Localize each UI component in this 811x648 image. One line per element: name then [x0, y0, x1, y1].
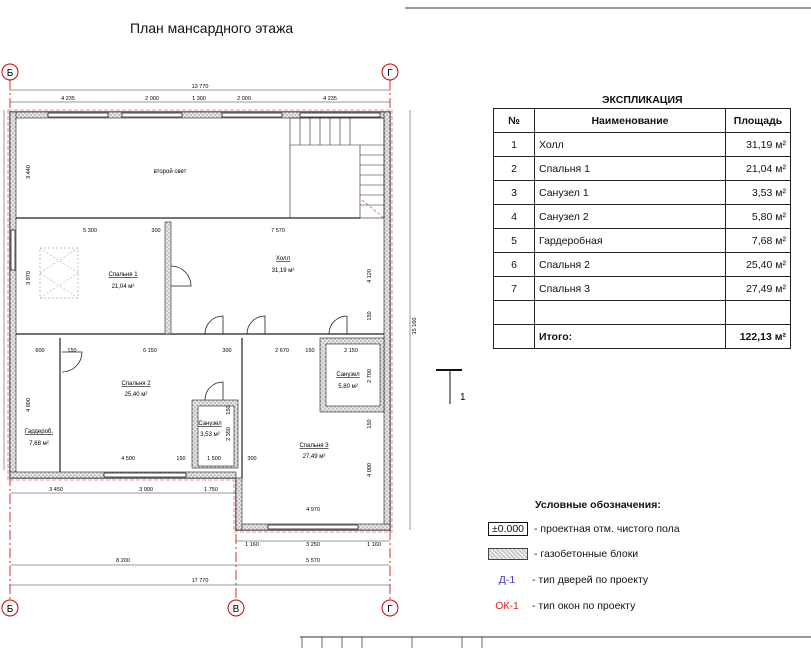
- explication-total-label: Итого:: [535, 325, 726, 349]
- explication-cell-name: Гардеробная: [535, 229, 726, 253]
- axis-bubble-v-bottom: [228, 600, 244, 616]
- room-area-bed3: 27,49 м²: [302, 454, 326, 460]
- room-label-second-light: второй свет: [153, 169, 187, 175]
- svg-text:7 570: 7 570: [271, 228, 285, 234]
- legend-title: Условные обозначения:: [535, 499, 661, 511]
- explication-row: [494, 205, 791, 229]
- svg-text:2 150: 2 150: [344, 348, 358, 354]
- explication-cell-name: Санузел 2: [535, 205, 726, 229]
- explication-cell-n: 4: [494, 205, 535, 229]
- legend-item: [488, 548, 638, 560]
- explication-cell-area: 25,40 м²: [726, 253, 791, 277]
- svg-text:4 000: 4 000: [367, 463, 373, 477]
- svg-text:3 250: 3 250: [306, 542, 320, 548]
- svg-text:4 800: 4 800: [26, 398, 32, 412]
- explication-row: [494, 229, 791, 253]
- svg-text:13 770: 13 770: [191, 84, 209, 90]
- legend-text: - тип дверей по проекту: [532, 574, 649, 586]
- room-area-bed1: 21,04 м²: [111, 284, 135, 290]
- axis-label: Г: [387, 68, 393, 79]
- stamp-grid: [302, 637, 482, 648]
- svg-text:4 235: 4 235: [61, 96, 75, 102]
- explication-cell-name: Холл: [535, 133, 726, 157]
- explication-cell-n: 7: [494, 277, 535, 301]
- legend-item: [488, 600, 635, 612]
- explication-cell-n: 6: [494, 253, 535, 277]
- section-marker: [436, 370, 466, 404]
- svg-text:3 440: 3 440: [26, 165, 32, 179]
- legend-text: - газобетонные блоки: [534, 548, 639, 560]
- svg-text:1 160: 1 160: [245, 542, 259, 548]
- room-label-bath2: Санузел: [336, 372, 360, 378]
- svg-text:1 160: 1 160: [367, 542, 381, 548]
- axis-bubble-b-top: [2, 64, 18, 80]
- svg-text:6 150: 6 150: [143, 348, 157, 354]
- svg-text:150: 150: [226, 405, 232, 415]
- section-marker-label: 1: [460, 392, 466, 403]
- svg-text:150: 150: [67, 348, 77, 354]
- explication-row: [494, 277, 791, 301]
- legend-key-door: Д-1: [498, 574, 516, 586]
- walls: [8, 110, 392, 532]
- svg-text:1 750: 1 750: [204, 487, 218, 493]
- explication-total-row: [494, 325, 791, 349]
- axis-bubble-g-top: [382, 64, 398, 80]
- room-label-bath1: Санузел: [198, 421, 222, 427]
- svg-text:600: 600: [35, 348, 45, 354]
- explication-cell-n: 1: [494, 133, 535, 157]
- svg-text:5 300: 5 300: [83, 228, 97, 234]
- explication-cell-area: 7,68 м²: [726, 229, 791, 253]
- svg-text:300: 300: [151, 228, 161, 234]
- legend-key-level: ±0.000: [488, 522, 528, 536]
- svg-text:4 970: 4 970: [306, 507, 320, 513]
- legend-text: - тип окон по проекту: [532, 600, 636, 612]
- svg-text:3 970: 3 970: [26, 271, 32, 285]
- explication-row: [494, 253, 791, 277]
- page-title: План мансардного этажа: [130, 20, 294, 36]
- explication-cell-area: 5,80 м²: [726, 205, 791, 229]
- svg-text:300: 300: [247, 456, 257, 462]
- room-area-hall: 31,19 м²: [271, 268, 295, 274]
- axis-label: В: [232, 604, 240, 615]
- svg-text:4 500: 4 500: [121, 456, 135, 462]
- svg-text:4 120: 4 120: [367, 269, 373, 283]
- legend-item: [488, 522, 680, 536]
- explication-total-value: 122,13 м²: [726, 325, 791, 349]
- explication-cell-name: Санузел 1: [535, 181, 726, 205]
- explication-cell-area: 27,49 м²: [726, 277, 791, 301]
- legend-item: [488, 574, 648, 586]
- explication-row: [494, 133, 791, 157]
- svg-text:150: 150: [367, 419, 373, 429]
- room-label-hall: Холл: [275, 256, 291, 262]
- room-label-bed3: Спальня 3: [299, 443, 329, 449]
- explication-cell-name: Спальня 2: [535, 253, 726, 277]
- explication-cell-name: Спальня 1: [535, 157, 726, 181]
- explication-row-blank: [494, 301, 791, 325]
- legend-key-window: ОК-1: [495, 600, 519, 612]
- svg-text:300: 300: [222, 348, 232, 354]
- explication-cell-n: 2: [494, 157, 535, 181]
- room-label-bed2: Спальня 2: [121, 381, 151, 387]
- explication-cell-area: 31,19 м²: [726, 133, 791, 157]
- svg-text:3 000: 3 000: [139, 487, 153, 493]
- svg-text:150: 150: [305, 348, 315, 354]
- explication-row: [494, 181, 791, 205]
- svg-text:2 350: 2 350: [226, 427, 232, 441]
- room-area-bath1: 3,53 м²: [200, 432, 220, 438]
- explication-table: [493, 108, 791, 349]
- axis-label: Б: [6, 604, 14, 615]
- svg-text:1 500: 1 500: [207, 456, 221, 462]
- explication-cell-n: 3: [494, 181, 535, 205]
- room-area-bed2: 25,40 м²: [124, 392, 148, 398]
- svg-text:1 300: 1 300: [192, 96, 206, 102]
- svg-text:150: 150: [367, 311, 373, 321]
- explication-header-name: Наименование: [535, 109, 726, 133]
- svg-text:8 200: 8 200: [116, 558, 130, 564]
- svg-text:15 160: 15 160: [412, 317, 418, 335]
- explication-cell-area: 21,04 м²: [726, 157, 791, 181]
- svg-text:5 570: 5 570: [306, 558, 320, 564]
- axis-bubble-b-bottom: [2, 600, 18, 616]
- svg-text:2 670: 2 670: [275, 348, 289, 354]
- explication-cell-name: Спальня 3: [535, 277, 726, 301]
- room-label-wardrobe: Гардероб.: [24, 429, 54, 435]
- explication-header-area: Площадь: [726, 109, 791, 133]
- explication-title: ЭКСПЛИКАЦИЯ: [602, 94, 683, 106]
- room-area-wardrobe: 7,68 м²: [29, 441, 49, 447]
- legend-key-gasblock: [488, 548, 528, 560]
- axis-label: Г: [387, 604, 393, 615]
- axis-label: Б: [6, 68, 14, 79]
- explication-header-num: №: [494, 109, 535, 133]
- explication-cell-area: 3,53 м²: [726, 181, 791, 205]
- room-label-bed1: Спальня 1: [108, 272, 138, 278]
- dimension-lines: [4, 90, 410, 585]
- svg-text:150: 150: [176, 456, 186, 462]
- svg-text:2 000: 2 000: [145, 96, 159, 102]
- svg-text:2 000: 2 000: [237, 96, 251, 102]
- room-area-bath2: 5,80 м²: [338, 384, 358, 390]
- svg-text:3 450: 3 450: [49, 487, 63, 493]
- legend-text: - проектная отм. чистого пола: [534, 523, 680, 535]
- svg-text:4 235: 4 235: [323, 96, 337, 102]
- svg-text:2 700: 2 700: [367, 369, 373, 383]
- svg-text:17 770: 17 770: [191, 578, 209, 584]
- axis-bubble-g-bottom: [382, 600, 398, 616]
- explication-cell-n: 5: [494, 229, 535, 253]
- explication-row: [494, 157, 791, 181]
